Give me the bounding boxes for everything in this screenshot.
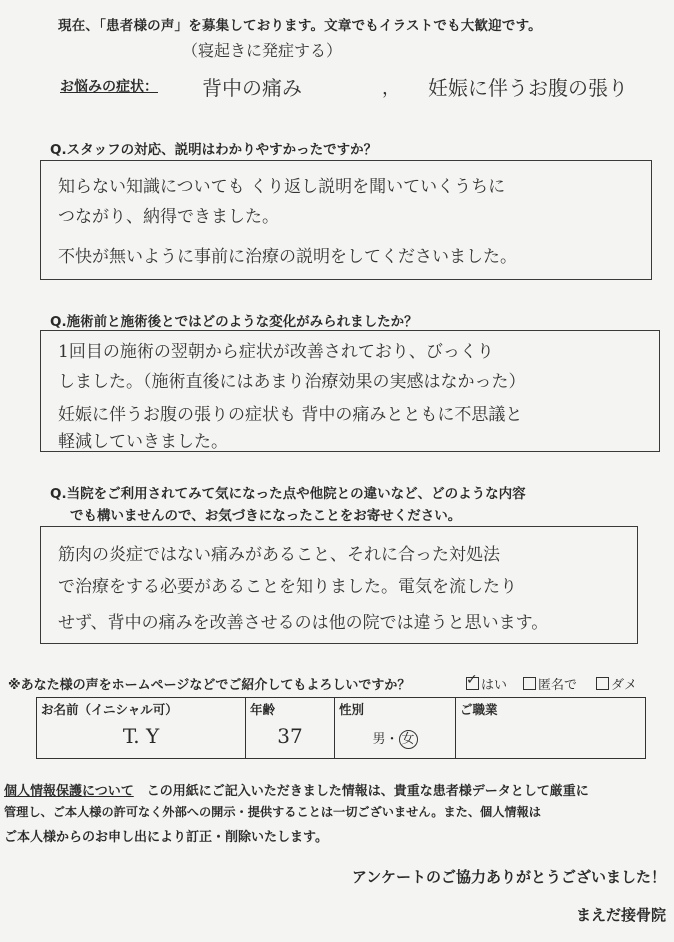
privacy-text-1: この用紙にご記入いただきました情報は、貴重な患者様データとして厳重に [146, 784, 589, 799]
gender-separator: ・ [385, 732, 399, 747]
name-label: お名前（イニシャル可） [41, 702, 178, 717]
patient-info-table [36, 697, 646, 759]
privacy-title: 個人情報保護について [4, 784, 134, 799]
answer-3-line-1: 筋肉の炎症ではない痛みがあること、それに合った対処法 [58, 545, 500, 565]
answer-2-line-4: 軽減していきました。 [58, 432, 228, 452]
gender-male: 男 [372, 732, 386, 747]
age-value: 37 [277, 724, 303, 748]
answer-1-line-3: 不快が無いように事前に治療の説明をしてくださいました。 [58, 247, 517, 267]
symptom-value-2: 妊娠に伴うお腹の張り [428, 76, 628, 100]
privacy-line-2: 管理し、ご本人様の許可なく外部への開示・提供することは一切ございません。また、個人情報は [4, 805, 541, 819]
gender-options [335, 728, 455, 749]
consent-option-no[interactable] [596, 674, 637, 693]
symptom-label: お悩みの症状： [60, 79, 158, 95]
answer-2-line-2: しました。（施術直後にはあまり治療効果の実感はなかった） [58, 372, 526, 392]
consent-question: ※あなた様の声をホームページなどでご紹介してもよろしいですか？ [8, 678, 411, 693]
gender-label: 性別 [339, 702, 365, 717]
consent-option-yes[interactable] [466, 674, 507, 693]
occupation-cell[interactable] [456, 698, 646, 759]
age-label: 年齢 [250, 702, 276, 717]
age-cell[interactable] [246, 698, 335, 759]
name-cell[interactable] [37, 698, 246, 759]
answer-1-line-2: つながり、納得できました。 [58, 207, 279, 227]
question-3-label: Q.当院をご利用されてみて気になった点や他院との違いなど、どのような内容 [50, 486, 526, 502]
thanks-message: アンケートのご協力ありがとうございました！ [351, 868, 666, 886]
answer-2-line-3: 妊娠に伴うお腹の張りの症状も 背中の痛みとともに不思議と [58, 405, 523, 425]
answer-3-line-2: で治療をする必要があることを知りました。電気を流したり [58, 577, 517, 597]
consent-option-label: 匿名で [538, 678, 578, 693]
symptom-separator: ， [382, 78, 400, 99]
answer-3-line-3: せず、背中の痛みを改善させるのは他の院では違うと思います。 [58, 613, 549, 633]
checkbox-icon[interactable] [523, 677, 536, 690]
privacy-line-1 [4, 780, 589, 799]
check-mark: ✓ [466, 672, 478, 688]
symptom-note: （寝起きに発症する） [182, 41, 343, 60]
name-value: T. Y [122, 724, 160, 748]
answer-1-line-1: 知らない知識についても くり返し説明を聞いていくうちに [58, 177, 506, 197]
symptom-value-1: 背中の痛み [202, 76, 302, 100]
checkbox-checked-icon[interactable] [466, 672, 479, 690]
question-1-label: Q.スタッフの対応、説明はわかりやすかったですか？ [50, 142, 378, 158]
gender-cell[interactable] [335, 698, 456, 759]
clinic-name: まえだ接骨院 [575, 906, 666, 924]
header-text: 現在、「患者様の声」を募集しております。文章でもイラストでも大歓迎です。 [58, 18, 542, 34]
checkbox-icon[interactable] [596, 677, 609, 690]
question-2-label: Q.施術前と施術後とではどのような変化がみられましたか？ [50, 314, 418, 330]
answer-2-line-1: 1回目の施術の翌朝から症状が改善されており、びっくり [58, 342, 494, 362]
question-3-label-2: でも構いませんので、お気づきになったことをお寄せください。 [70, 508, 462, 524]
consent-option-anonymous[interactable] [523, 674, 577, 693]
consent-option-label: はい [481, 678, 508, 693]
consent-option-label: ダメ [611, 678, 638, 693]
occupation-label: ご職業 [460, 702, 498, 717]
privacy-line-3: ご本人様からのお申し出により訂正・削除いたします。 [4, 830, 328, 845]
gender-female-circled: 女 [399, 730, 418, 749]
